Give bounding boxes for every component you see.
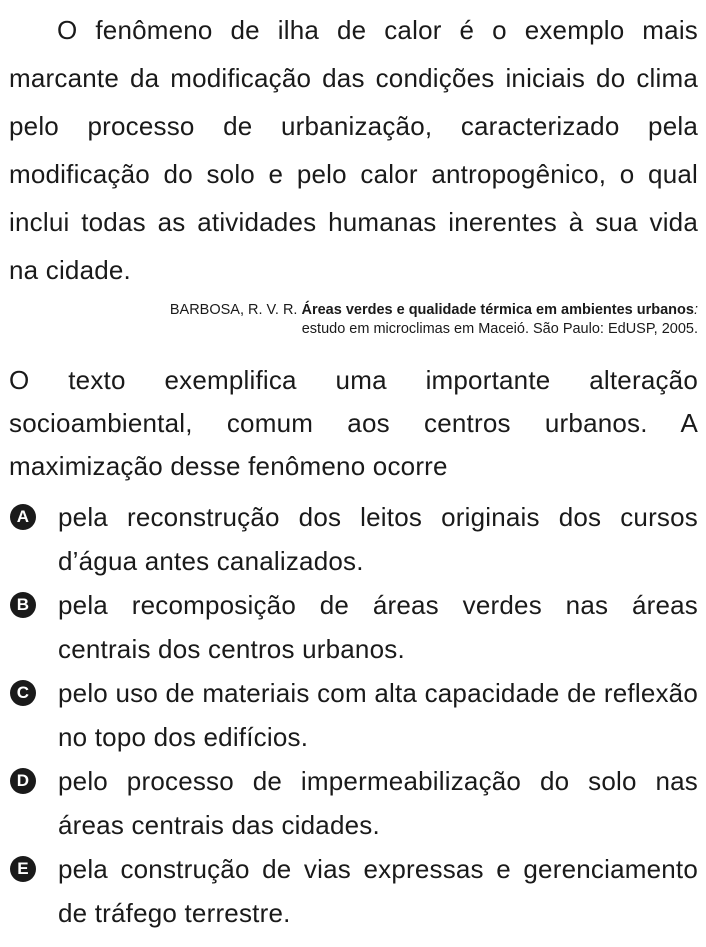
citation-details: estudo em microclimas em Maceió. São Paulo: EdUSP, 2005.	[301, 321, 698, 337]
option-d-text: pelo processo de impermeabilização do solo nas áreas centrais das cidades.	[58, 766, 698, 840]
option-e-text: pela construção de vias expressas e gerenciamento de tráfego terrestre.	[58, 854, 698, 928]
option-c[interactable]	[9, 671, 698, 759]
option-d-letter-badge: D	[10, 768, 36, 794]
question-stem: O texto exemplifica uma importante alteração socioambiental, comum aos centros urbanos. A maximização desse fenômeno ocorre	[9, 365, 698, 481]
answer-options	[9, 495, 698, 935]
option-b-text: pela recomposição de áreas verdes nas áreas centrais dos centros urbanos.	[58, 590, 698, 664]
option-c-text: pelo uso de materiais com alta capacidade de reflexão no topo dos edifícios.	[58, 678, 698, 752]
citation-title-suffix: :	[693, 302, 698, 318]
option-a-text: pela reconstrução dos leitos originais dos cursos d’água antes canalizados.	[58, 502, 698, 576]
option-c-letter-badge: C	[10, 680, 36, 706]
option-b[interactable]	[9, 583, 698, 671]
passage-text: O fenômeno de ilha de calor é o exemplo mais marcante da modificação das condições iniciais do clima pelo processo de urbanização, caracterizado pela modificação do solo e pelo calor antropogênico, o qual inclui todas as atividades humanas inerentes à sua vida na cidade.	[9, 15, 698, 285]
option-a[interactable]	[9, 495, 698, 583]
citation-author: BARBOSA, R. V. R.	[169, 302, 298, 318]
option-d[interactable]	[9, 759, 698, 847]
citation	[9, 301, 698, 339]
citation-title: Áreas verdes e qualidade térmica em ambientes urbanos	[301, 302, 694, 318]
option-b-letter-badge: B	[10, 592, 36, 618]
option-a-letter-badge: A	[10, 504, 36, 530]
option-e-letter-badge: E	[10, 856, 36, 882]
option-e[interactable]	[9, 847, 698, 935]
